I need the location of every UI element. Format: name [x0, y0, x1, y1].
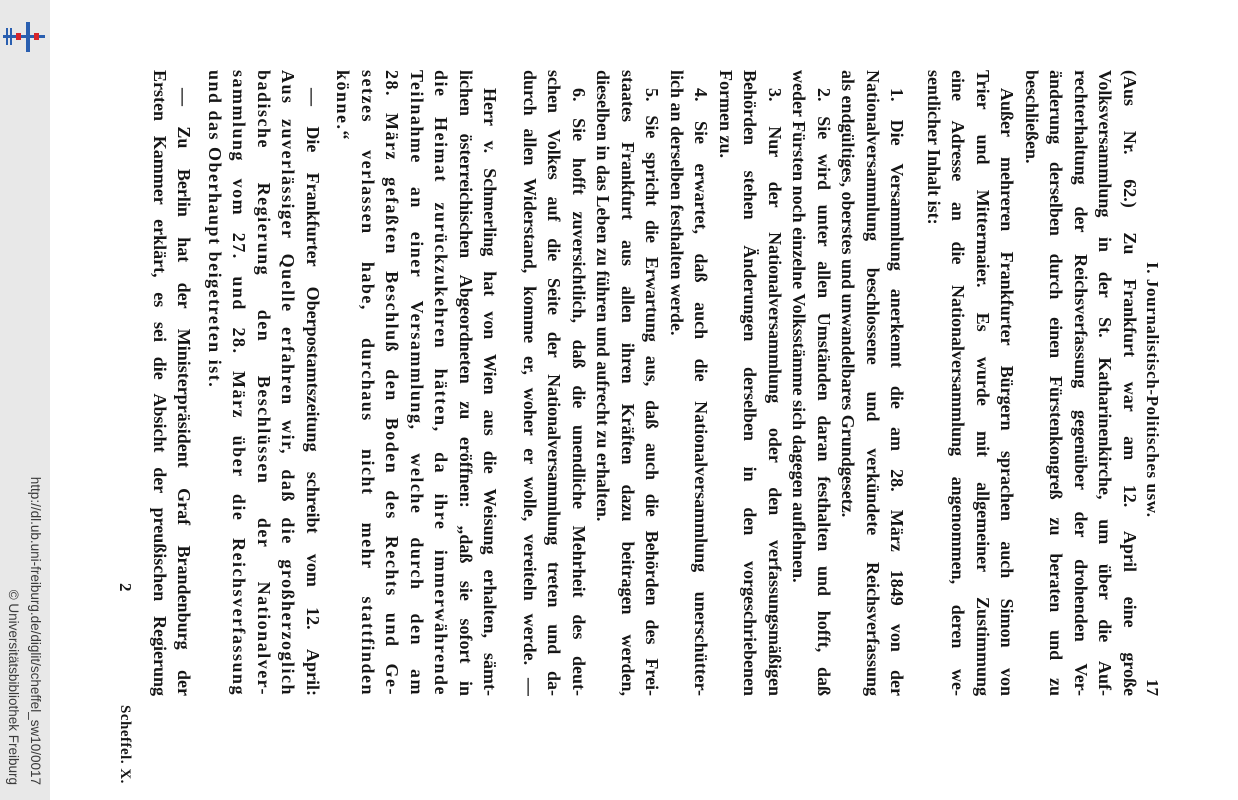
text-line: Ersten Kammer erklärt, es sei die Absicht der preußischen Regierung	[150, 70, 170, 696]
page-header	[1140, 70, 1164, 696]
page-body	[148, 70, 1143, 696]
list-item-line: 2. Sie wird unter allen Umständen daran festhalten und hofft, daß	[814, 88, 834, 696]
text-line: die Heimat zurückzukehren hätten, da ihre immerwährende	[431, 70, 452, 696]
text-line: — Die Frankfurter Oberpostamtszeitung schreibt vom 12. April:	[303, 88, 323, 696]
text-line: Aus zuverlässiger Quelle erfahren wir, daß die großherzoglich	[278, 70, 299, 696]
text-line: könne.“	[333, 70, 354, 142]
footer-norm: Scheffel. X.	[117, 705, 133, 784]
copyright-notice: © Universitätsbibliothek Freiburg	[6, 589, 21, 785]
text-line: 28. März gefaßten Beschluß den Boden des Rechts und Ge-	[382, 70, 403, 696]
text-line: beschließen.	[1022, 70, 1042, 164]
scanned-page	[52, 0, 1238, 800]
text-line: und das Oberhaupt beigetreten ist.	[205, 70, 225, 389]
text-line: eine Adresse an die Nationalversammlung angenommen, deren we-	[948, 70, 969, 696]
list-item-line: als endgültiges, oberstes und unwandelbares Grundgesetz.	[838, 70, 859, 518]
list-item-line: 6. Sie hofft zuversichtlich, daß die unendliche Mehrheit des deut-	[569, 88, 589, 696]
list-item-line: 1. Die Versammlung anerkennt die am 28. März 1849 von der	[887, 88, 908, 696]
list-item-line: 4. Sie erwartet, daß auch die Nationalversammlung unerschütter-	[691, 88, 712, 696]
source-url: http://dl.ub.uni-freiburg.de/diglit/scheffel_sw10/0017	[28, 476, 43, 785]
list-item-line: Nationalversammlung beschlossene und verkündete Reichsverfassung	[863, 70, 883, 696]
text-line: (Aus Nr. 62.) Zu Frankfurt war am 12. April eine große	[1120, 70, 1140, 696]
page-number: 17	[1143, 679, 1162, 696]
text-line: lichen österreichischen Abgeordneten zu eröffnen: „daß sie sofort in	[456, 70, 476, 696]
text-line: Volksversammlung in der St. Katharinenkirche, um über die Auf-	[1095, 70, 1116, 696]
list-item-line: 3. Nur der Nationalversammlung oder den verfassungsmäßigen	[765, 88, 785, 696]
list-item-line: weder Fürsten noch einzelne Volksstämme sich dagegen auflehnen.	[789, 70, 810, 583]
text-line: Teilnahme an einer Versammlung, welche durch den am	[407, 70, 427, 696]
text-line: badische Regierung den Beschlüssen der Nationalver-	[254, 70, 274, 696]
text-line: sentlicher Inhalt ist:	[924, 70, 944, 225]
text-line: Außer mehreren Frankfurter Bürgern sprachen auch Simon von	[997, 88, 1018, 696]
list-item-line: schen Volkes auf die Seite der Nationalversammlung treten und da-	[544, 70, 565, 696]
list-item-line: lich an derselben festhalten werde.	[667, 70, 687, 336]
ub-freiburg-logo-icon[interactable]	[3, 22, 45, 52]
text-line: änderung derselben durch einen Fürstenkongreß zu beraten und zu	[1046, 70, 1067, 696]
text-line: setzes verlassen habe, durchaus nicht mehr stattfinden	[358, 70, 378, 696]
viewer-sidebar	[0, 0, 50, 800]
list-item-line: Formen zu.	[716, 70, 736, 158]
text-line: Trier und Mittermaier. Es wurde mit allgemeiner Zustimmung	[973, 70, 993, 696]
running-head: I. Journalistisch-Politisches usw.	[1143, 262, 1162, 518]
list-item-line: Behörden stehen Änderungen derselben in den vorgeschriebenen	[740, 70, 761, 696]
list-item-line: 5. Sie spricht die Erwartung aus, daß auch die Behörden des Frei-	[642, 88, 663, 696]
list-item-line: dieselben in das Leben zu führen und aufrecht zu erhalten.	[593, 70, 614, 522]
list-item-line: durch allen Widerstand, komme er, woher er wolle, vereiteln werde. —	[520, 70, 540, 696]
text-line: Herr v. Schmerling hat von Wien aus die Weisung erhalten, sämt-	[480, 88, 501, 696]
text-line: sammlung vom 27. und 28. März über die Reichsverfassung	[229, 70, 250, 696]
text-line: — Zu Berlin hat der Ministerpräsident Graf Brandenburg der	[174, 88, 195, 696]
text-line: rechterhaltung der Reichsverfassung gegenüber der drohenden Ver-	[1071, 70, 1091, 696]
signature-mark: 2	[116, 583, 135, 592]
list-item-line: staates Frankfurt aus allen ihren Kräften dazu beitragen werden,	[618, 70, 638, 696]
sidebar-source-info	[2, 398, 46, 788]
